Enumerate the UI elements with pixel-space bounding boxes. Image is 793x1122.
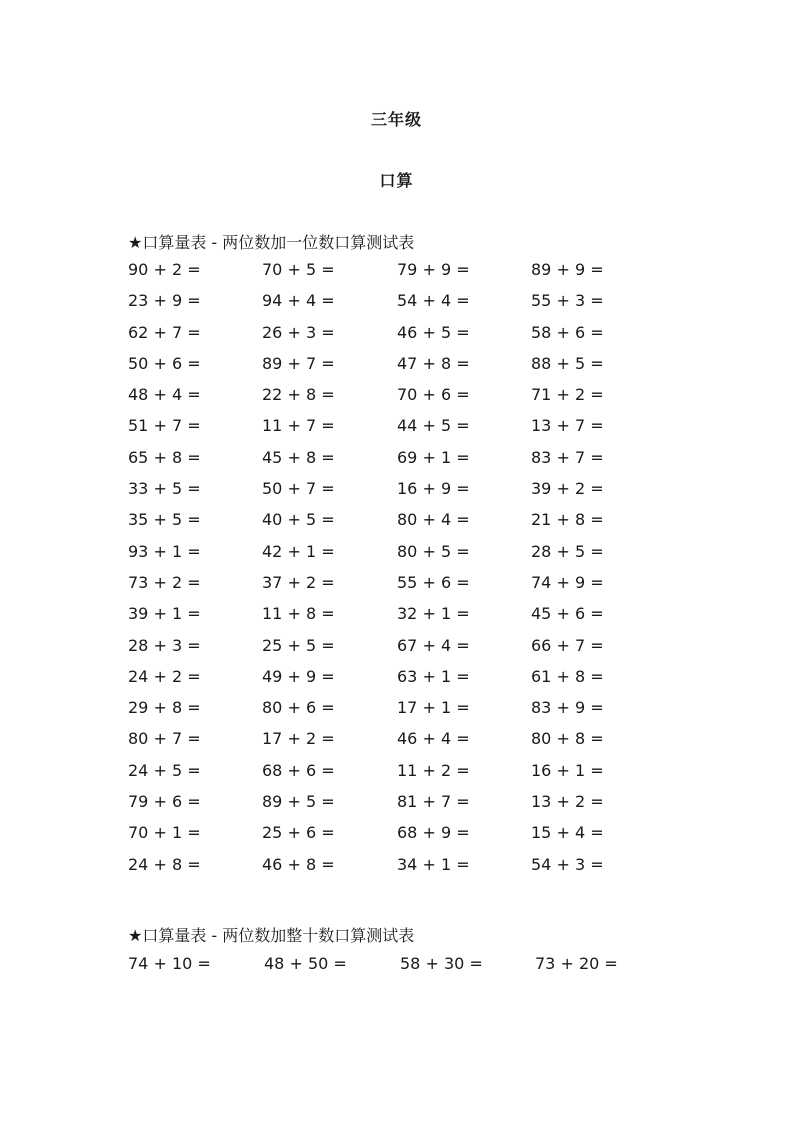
problem-item: 24 + 8 = bbox=[128, 854, 201, 874]
problem-item: 93 + 1 = bbox=[128, 541, 201, 561]
problem-item: 16 + 1 = bbox=[531, 760, 604, 780]
problem-item: 54 + 4 = bbox=[397, 291, 470, 311]
problem-item: 80 + 7 = bbox=[128, 729, 201, 749]
problem-item: 89 + 7 = bbox=[262, 353, 335, 373]
problem-item: 23 + 9 = bbox=[128, 291, 201, 311]
problem-item: 68 + 6 = bbox=[262, 760, 335, 780]
problem-item: 80 + 4 = bbox=[397, 510, 470, 530]
problem-item: 44 + 5 = bbox=[397, 416, 470, 436]
problem-item: 50 + 6 = bbox=[128, 353, 201, 373]
problem-item: 49 + 9 = bbox=[262, 666, 335, 686]
problem-item: 68 + 9 = bbox=[397, 823, 470, 843]
problem-item: 33 + 5 = bbox=[128, 479, 201, 499]
problem-item: 29 + 8 = bbox=[128, 698, 201, 718]
problem-item: 74 + 10 = bbox=[128, 954, 211, 973]
problem-item: 40 + 5 = bbox=[262, 510, 335, 530]
section-heading-tens: ★口算量表 - 两位数加整十数口算测试表 bbox=[128, 926, 415, 945]
problem-item: 28 + 3 = bbox=[128, 635, 201, 655]
grade-title: 三年级 bbox=[370, 110, 422, 129]
problem-item: 39 + 1 = bbox=[128, 604, 201, 624]
problem-item: 46 + 8 = bbox=[262, 854, 335, 874]
problem-item: 46 + 4 = bbox=[397, 729, 470, 749]
problem-item: 21 + 8 = bbox=[531, 510, 604, 530]
problem-item: 65 + 8 = bbox=[128, 447, 201, 467]
problem-item: 11 + 8 = bbox=[262, 604, 335, 624]
problem-item: 32 + 1 = bbox=[397, 604, 470, 624]
problem-item: 70 + 6 = bbox=[397, 385, 470, 405]
worksheet-subtitle: 口算 bbox=[379, 171, 414, 190]
problem-item: 13 + 7 = bbox=[531, 416, 604, 436]
section-heading-one-digit: ★口算量表 - 两位数加一位数口算测试表 bbox=[128, 233, 415, 252]
problem-item: 79 + 9 = bbox=[397, 260, 470, 279]
problem-item: 58 + 30 = bbox=[400, 954, 483, 973]
problem-item: 48 + 50 = bbox=[264, 954, 347, 973]
problem-item: 67 + 4 = bbox=[397, 635, 470, 655]
problem-item: 55 + 6 = bbox=[397, 572, 470, 592]
problem-item: 80 + 5 = bbox=[397, 541, 470, 561]
problem-item: 50 + 7 = bbox=[262, 479, 335, 499]
problem-item: 89 + 5 = bbox=[262, 792, 335, 812]
problem-item: 62 + 7 = bbox=[128, 322, 201, 342]
problem-item: 58 + 6 = bbox=[531, 322, 604, 342]
problem-item: 16 + 9 = bbox=[397, 479, 470, 499]
problem-item: 24 + 5 = bbox=[128, 760, 201, 780]
problem-item: 26 + 3 = bbox=[262, 322, 335, 342]
problem-item: 54 + 3 = bbox=[531, 854, 604, 874]
problem-item: 24 + 2 = bbox=[128, 666, 201, 686]
problem-item: 28 + 5 = bbox=[531, 541, 604, 561]
problem-item: 48 + 4 = bbox=[128, 385, 201, 405]
problem-item: 17 + 1 = bbox=[397, 698, 470, 718]
problem-item: 55 + 3 = bbox=[531, 291, 604, 311]
problem-item: 79 + 6 = bbox=[128, 792, 201, 812]
problem-item: 94 + 4 = bbox=[262, 291, 335, 311]
problem-item: 46 + 5 = bbox=[397, 322, 470, 342]
problem-item: 15 + 4 = bbox=[531, 823, 604, 843]
problem-item: 71 + 2 = bbox=[531, 385, 604, 405]
problem-item: 61 + 8 = bbox=[531, 666, 604, 686]
problem-item: 83 + 7 = bbox=[531, 447, 604, 467]
problem-item: 35 + 5 = bbox=[128, 510, 201, 530]
problem-item: 13 + 2 = bbox=[531, 792, 604, 812]
problem-item: 66 + 7 = bbox=[531, 635, 604, 655]
problem-item: 83 + 9 = bbox=[531, 698, 604, 718]
problem-item: 25 + 5 = bbox=[262, 635, 335, 655]
problem-item: 74 + 9 = bbox=[531, 572, 604, 592]
problem-item: 22 + 8 = bbox=[262, 385, 335, 405]
problem-item: 39 + 2 = bbox=[531, 479, 604, 499]
problem-item: 89 + 9 = bbox=[531, 260, 604, 279]
problem-item: 17 + 2 = bbox=[262, 729, 335, 749]
problem-item: 11 + 2 = bbox=[397, 760, 470, 780]
problem-item: 81 + 7 = bbox=[397, 792, 470, 812]
problem-item: 80 + 8 = bbox=[531, 729, 604, 749]
problem-item: 73 + 2 = bbox=[128, 572, 201, 592]
problem-item: 90 + 2 = bbox=[128, 260, 201, 279]
problem-item: 80 + 6 = bbox=[262, 698, 335, 718]
problem-item: 70 + 1 = bbox=[128, 823, 201, 843]
problem-item: 69 + 1 = bbox=[397, 447, 470, 467]
problem-item: 51 + 7 = bbox=[128, 416, 201, 436]
problem-item: 70 + 5 = bbox=[262, 260, 335, 279]
problem-item: 34 + 1 = bbox=[397, 854, 470, 874]
problem-item: 45 + 8 = bbox=[262, 447, 335, 467]
problem-item: 11 + 7 = bbox=[262, 416, 335, 436]
problem-item: 73 + 20 = bbox=[535, 954, 618, 973]
problem-item: 25 + 6 = bbox=[262, 823, 335, 843]
problem-item: 37 + 2 = bbox=[262, 572, 335, 592]
problem-item: 63 + 1 = bbox=[397, 666, 470, 686]
problem-item: 42 + 1 = bbox=[262, 541, 335, 561]
problem-item: 45 + 6 = bbox=[531, 604, 604, 624]
problem-item: 88 + 5 = bbox=[531, 353, 604, 373]
problem-item: 47 + 8 = bbox=[397, 353, 470, 373]
